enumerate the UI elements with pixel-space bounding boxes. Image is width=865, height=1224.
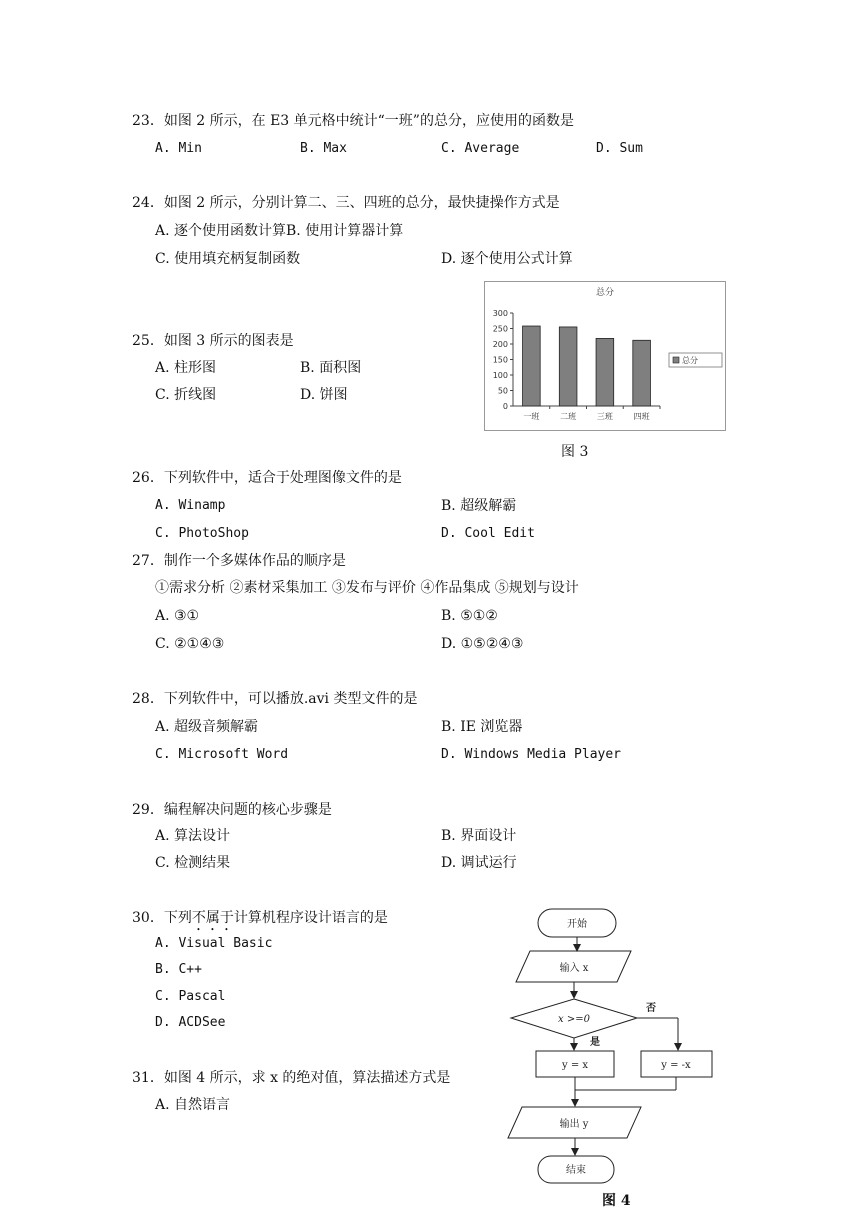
flow-condition-label: x >=0 bbox=[558, 1014, 590, 1025]
q24-option-d: D. 逐个使用公式计算 bbox=[441, 251, 573, 267]
chart-y-tick-label: 0 bbox=[502, 402, 508, 411]
q25-option-c: C. 折线图 bbox=[155, 387, 217, 403]
q28-option-d: D. Windows Media Player bbox=[441, 747, 622, 762]
chart-y-tick-label: 300 bbox=[492, 309, 508, 318]
q23-stem: 23．如图 2 所示，在 E3 单元格中统计“一班”的总分，应使用的函数是 bbox=[132, 113, 574, 129]
chart-legend-label: 总分 bbox=[682, 356, 698, 365]
q29-stem: 29．编程解决问题的核心步骤是 bbox=[132, 802, 332, 818]
figure-4-caption: 图 4 bbox=[602, 1193, 631, 1209]
chart-x-tick-label: 四班 bbox=[633, 412, 650, 421]
q24-option-ab: A. 逐个使用函数计算B. 使用计算器计算 bbox=[155, 223, 404, 239]
q26-stem: 26．下列软件中，适合于处理图像文件的是 bbox=[132, 470, 402, 486]
q25-option-d: D. 饼图 bbox=[300, 387, 348, 403]
q26-option-b: B. 超级解霸 bbox=[441, 498, 517, 514]
q29-option-c: C. 检测结果 bbox=[155, 855, 231, 871]
q27-steps: ①需求分析 ②素材采集加工 ③发布与评价 ④作品集成 ⑤规划与设计 bbox=[155, 580, 579, 596]
chart-y-tick-label: 50 bbox=[497, 386, 508, 396]
bar-chart-svg bbox=[485, 282, 725, 430]
chart-bar bbox=[559, 327, 577, 406]
q30-option-b: B. C++ bbox=[155, 962, 202, 977]
chart-x-tick-label: 一班 bbox=[523, 412, 540, 421]
figure-3-chart bbox=[484, 281, 726, 431]
q28-option-b: B. IE 浏览器 bbox=[441, 719, 523, 735]
q30-option-c: C. Pascal bbox=[155, 989, 226, 1004]
flow-input-label: 输入 x bbox=[559, 963, 589, 974]
flow-no-process-label: y = -x bbox=[661, 1060, 691, 1071]
flow-yes-process-label: y = x bbox=[561, 1060, 589, 1071]
q29-option-b: B. 界面设计 bbox=[441, 828, 517, 844]
q28-stem: 28．下列软件中，可以播放.avi 类型文件的是 bbox=[132, 691, 418, 707]
q25-option-a: A. 柱形图 bbox=[155, 360, 217, 376]
q26-option-d: D. Cool Edit bbox=[441, 526, 535, 541]
q25-stem: 25．如图 3 所示的图表是 bbox=[132, 333, 294, 349]
chart-y-tick-label: 150 bbox=[492, 355, 508, 365]
q27-option-b: B. ⑤①② bbox=[441, 608, 498, 624]
flow-yes-label: 是 bbox=[590, 1037, 600, 1048]
chart-bar bbox=[633, 340, 651, 406]
flow-start-label: 开始 bbox=[567, 919, 587, 930]
q23-option-a: A. Min bbox=[155, 141, 202, 156]
q27-option-c: C. ②①④③ bbox=[155, 636, 225, 652]
chart-x-tick-label: 三班 bbox=[596, 412, 613, 421]
chart-x-tick-label: 二班 bbox=[560, 412, 577, 421]
q23-option-c: C. Average bbox=[441, 141, 520, 156]
q28-option-a: A. 超级音频解霸 bbox=[155, 719, 259, 735]
q27-option-a: A. ③① bbox=[155, 608, 200, 624]
chart-y-tick-label: 100 bbox=[492, 371, 508, 380]
q27-stem: 27．制作一个多媒体作品的顺序是 bbox=[132, 553, 346, 569]
figure-4-flowchart bbox=[500, 900, 740, 1190]
q31-stem: 31．如图 4 所示，求 x 的绝对值，算法描述方式是 bbox=[132, 1070, 451, 1086]
q30-option-d: D. ACDSee bbox=[155, 1015, 226, 1030]
q23-option-b: B. Max bbox=[300, 141, 347, 156]
q29-option-d: D. 调试运行 bbox=[441, 855, 517, 871]
q29-option-a: A. 算法设计 bbox=[155, 828, 231, 844]
chart-legend-swatch bbox=[673, 357, 679, 363]
q30-stem-pre: 30．下列 bbox=[132, 910, 192, 926]
flow-end-label: 结束 bbox=[566, 1165, 586, 1176]
q30-option-a: A. Visual Basic bbox=[155, 936, 273, 951]
q31-option-a: A. 自然语言 bbox=[155, 1097, 231, 1113]
q30-stem-emphasis: 不属于 bbox=[191, 910, 234, 926]
q24-stem: 24．如图 2 所示，分别计算二、三、四班的总分，最快捷操作方式是 bbox=[132, 195, 560, 211]
q24-option-c: C. 使用填充柄复制函数 bbox=[155, 251, 301, 267]
chart-bar bbox=[523, 326, 541, 406]
flow-output-label: 输出 y bbox=[559, 1119, 589, 1130]
flow-no-label: 否 bbox=[646, 1003, 656, 1014]
q28-option-c: C. Microsoft Word bbox=[155, 747, 289, 762]
chart-y-tick-label: 250 bbox=[492, 324, 508, 334]
figure-3-caption: 图 3 bbox=[561, 444, 589, 460]
q26-option-a: A. Winamp bbox=[155, 498, 226, 513]
chart-y-tick-label: 200 bbox=[492, 340, 508, 349]
q30-stem bbox=[132, 909, 388, 934]
q26-option-c: C. PhotoShop bbox=[155, 526, 249, 541]
q23-option-d: D. Sum bbox=[596, 141, 643, 156]
q27-option-d: D. ①⑤②④③ bbox=[441, 636, 524, 652]
chart-title: 总分 bbox=[595, 288, 615, 298]
chart-bar bbox=[596, 338, 614, 406]
q30-stem-post: 计算机程序设计语言的是 bbox=[233, 910, 388, 926]
q25-option-b: B. 面积图 bbox=[300, 360, 362, 376]
